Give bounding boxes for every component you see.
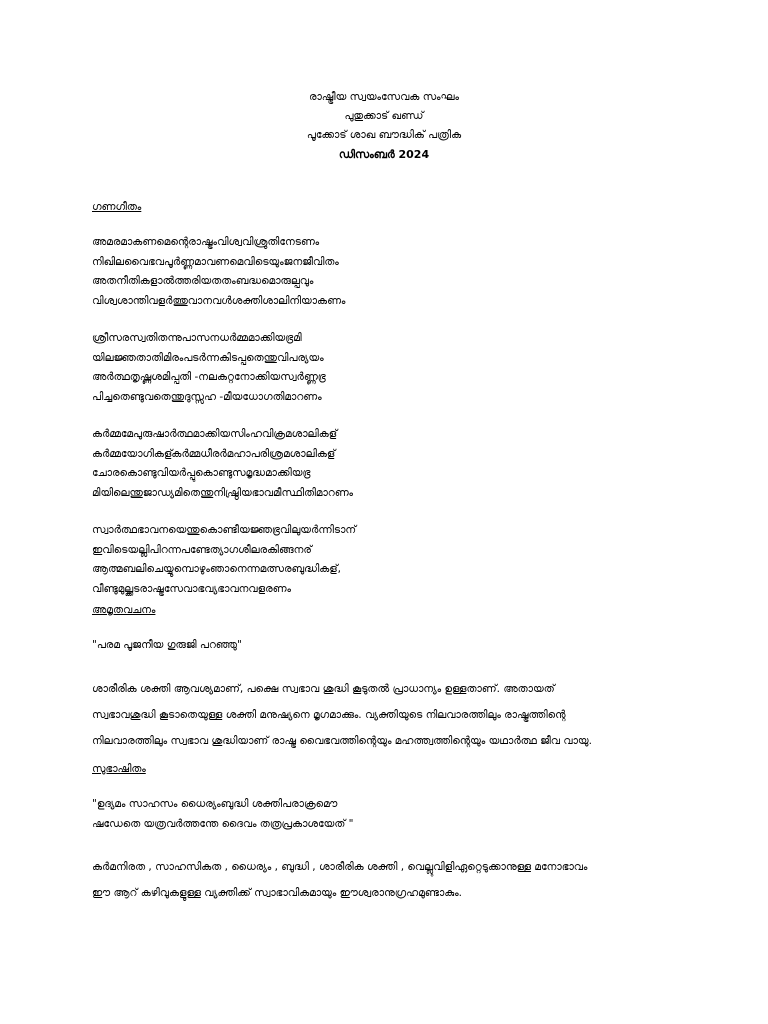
song-stanza — [92, 425, 692, 503]
song-line: മിയിലെന്തുജാഡ്യമിതെന്തുനിഷ്ഠ്രിയഭാവമീസ്ഥിതിമാറണം — [92, 486, 354, 499]
song-line: ശ്രീസരസ്വതിതന്നുപാസനധർമ്മമാക്കിയഭ്രമി — [92, 332, 302, 344]
subhashitham-section — [92, 760, 692, 906]
document-title: പൂക്കോട് ശാഖ ബൗദ്ധിക് പത്രിക — [306, 129, 462, 141]
quote-attribution: "പരമ പൂജനീയ ഗുരുജി പറഞ്ഞു" — [92, 639, 242, 651]
song-line: അതനീതികളാൽത്തരിയതതംബദ്ധമൊരുല്പവും — [92, 275, 314, 287]
song-line: യിലജ്ഞതാതിമിരംപടർന്നകിടപ്പതെന്തുവിപര്യയം — [92, 351, 324, 364]
song-line: വീണ്ടുമുല്ക്കടരാഷ്ട്രസേവാഭവ്യഭാവനവളരണം — [92, 582, 291, 595]
document-header — [0, 88, 768, 164]
song-line: സ്വാർത്ഥഭാവനയെന്തുകൊണ്ടീയജ്ഞഭ്രവിലുയർന്നിടാന് — [92, 524, 357, 536]
paragraph-line: സ്വഭാവശുദ്ധി കൂടാതെയുള്ള ശക്തി മനുഷ്യനെ മൃഗമാക്കും. വ്യക്തിയുടെ നിലവാരത്തിലും രാഷ്ട്രത്തിന്റെ — [92, 708, 566, 721]
ganageetham-section — [92, 198, 692, 599]
subhashitham-meaning — [92, 854, 692, 906]
organization-name: രാഷ്ട്രീയ സ്വയംസേവക സംഘം — [308, 91, 460, 103]
song-line: ഇവിടെയല്ലിപിറന്നപണ്ടേത്യാഗശീലരകിങ്ങനര് — [92, 543, 312, 556]
song-line: വിശ്വശാന്തിവളർത്തുവാനവൾശക്തിശാലിനിയാകണം — [92, 294, 346, 307]
song-stanza — [92, 521, 692, 599]
subhashitham-heading: സുഭാഷിതം — [92, 763, 146, 775]
amruthavachanam-heading: അമൃതവചനം — [92, 604, 156, 616]
amruthavachanam-paragraph — [92, 676, 692, 754]
song-line: പിച്ചതെണ്ടുവതെന്തുദുസ്സഹ -മീയധോഗതിമാറണം — [92, 390, 322, 403]
song-line: അർത്ഥതൃഷ്ണശമിപ്പതി -നലകറ്റനോക്കിയസ്വർണ്ണഭ്ര — [92, 371, 326, 383]
song-line: അമരമാകണമെന്റെരാഷ്ട്രംവിശ്വവിശ്രുതിനേടണം — [92, 236, 320, 248]
meaning-line: കർമനിരത , സാഹസികത , ധൈര്യം , ബുദ്ധി , ശാരീരിക ശക്തി , വെല്ലുവിളിഏറ്റെടുക്കാനുള്ള മനോഭാവം — [92, 861, 588, 873]
meaning-line: ഈ ആറ് കഴിവുകളുള്ള വ്യക്തിക്ക് സ്വാഭാവികമായും ഈശ്വരാനുഗ്രഹമുണ്ടാകും. — [92, 887, 462, 899]
song-line: കർമ്മമേപുരുഷാർത്ഥമാക്കിയസിംഹവിക്രമശാലികള് — [92, 428, 338, 440]
song-line: നിഖിലവൈഭവപൂർണ്ണമാവണമെവിടെയുംജനജീവിതം — [92, 255, 339, 268]
song-stanza — [92, 329, 692, 407]
document-date: ഡിസംബർ 2024 — [338, 148, 430, 161]
song-line: കർമ്മയോഗികള്കർമ്മധീരർമഹാപരിശ്രമശാലികള് — [92, 447, 336, 460]
paragraph-line: നിലവാരത്തിലും സ്വഭാവ ശുദ്ധിയാണ് രാഷ്ട്ര വൈഭവത്തിന്റെയും മഹത്ത്വത്തിന്റെയും യഥാർത്ഥ ജീവ വായു. — [92, 734, 592, 747]
song-stanza — [92, 233, 692, 311]
song-line: ആത്മബലിചെയ്യുമ്പൊഴുംഞാനെന്നമത്സരബുദ്ധികള്, — [92, 563, 342, 575]
subhashitham-verse — [92, 795, 692, 834]
amruthavachanam-section — [92, 601, 692, 754]
ganageetham-heading: ഗണഗീതം — [92, 201, 142, 213]
song-line: ചോരകൊണ്ടുവിയർപ്പുകൊണ്ടുസമൃദ്ധമാക്കിയഭ്ര — [92, 467, 311, 479]
verse-line: "ഉദ്യമം സാഹസം ധൈര്യംബുദ്ധി ശക്തിപരാക്രമൌ — [92, 798, 338, 810]
khand-name: പുതുക്കാട് ഖണ്ഡ് — [344, 110, 424, 122]
verse-line: ഷഡേതെ യത്രവർത്തന്തേ ദൈവം തത്രപ്രകാശയേത് " — [92, 817, 354, 830]
paragraph-line: ശാരീരിക ശക്തി ആവശ്യമാണ്, പക്ഷെ സ്വഭാവ ശുദ്ധി കൂടുതൽ പ്രാധാന്യം ഉള്ളതാണ്. അതായത് — [92, 682, 555, 695]
